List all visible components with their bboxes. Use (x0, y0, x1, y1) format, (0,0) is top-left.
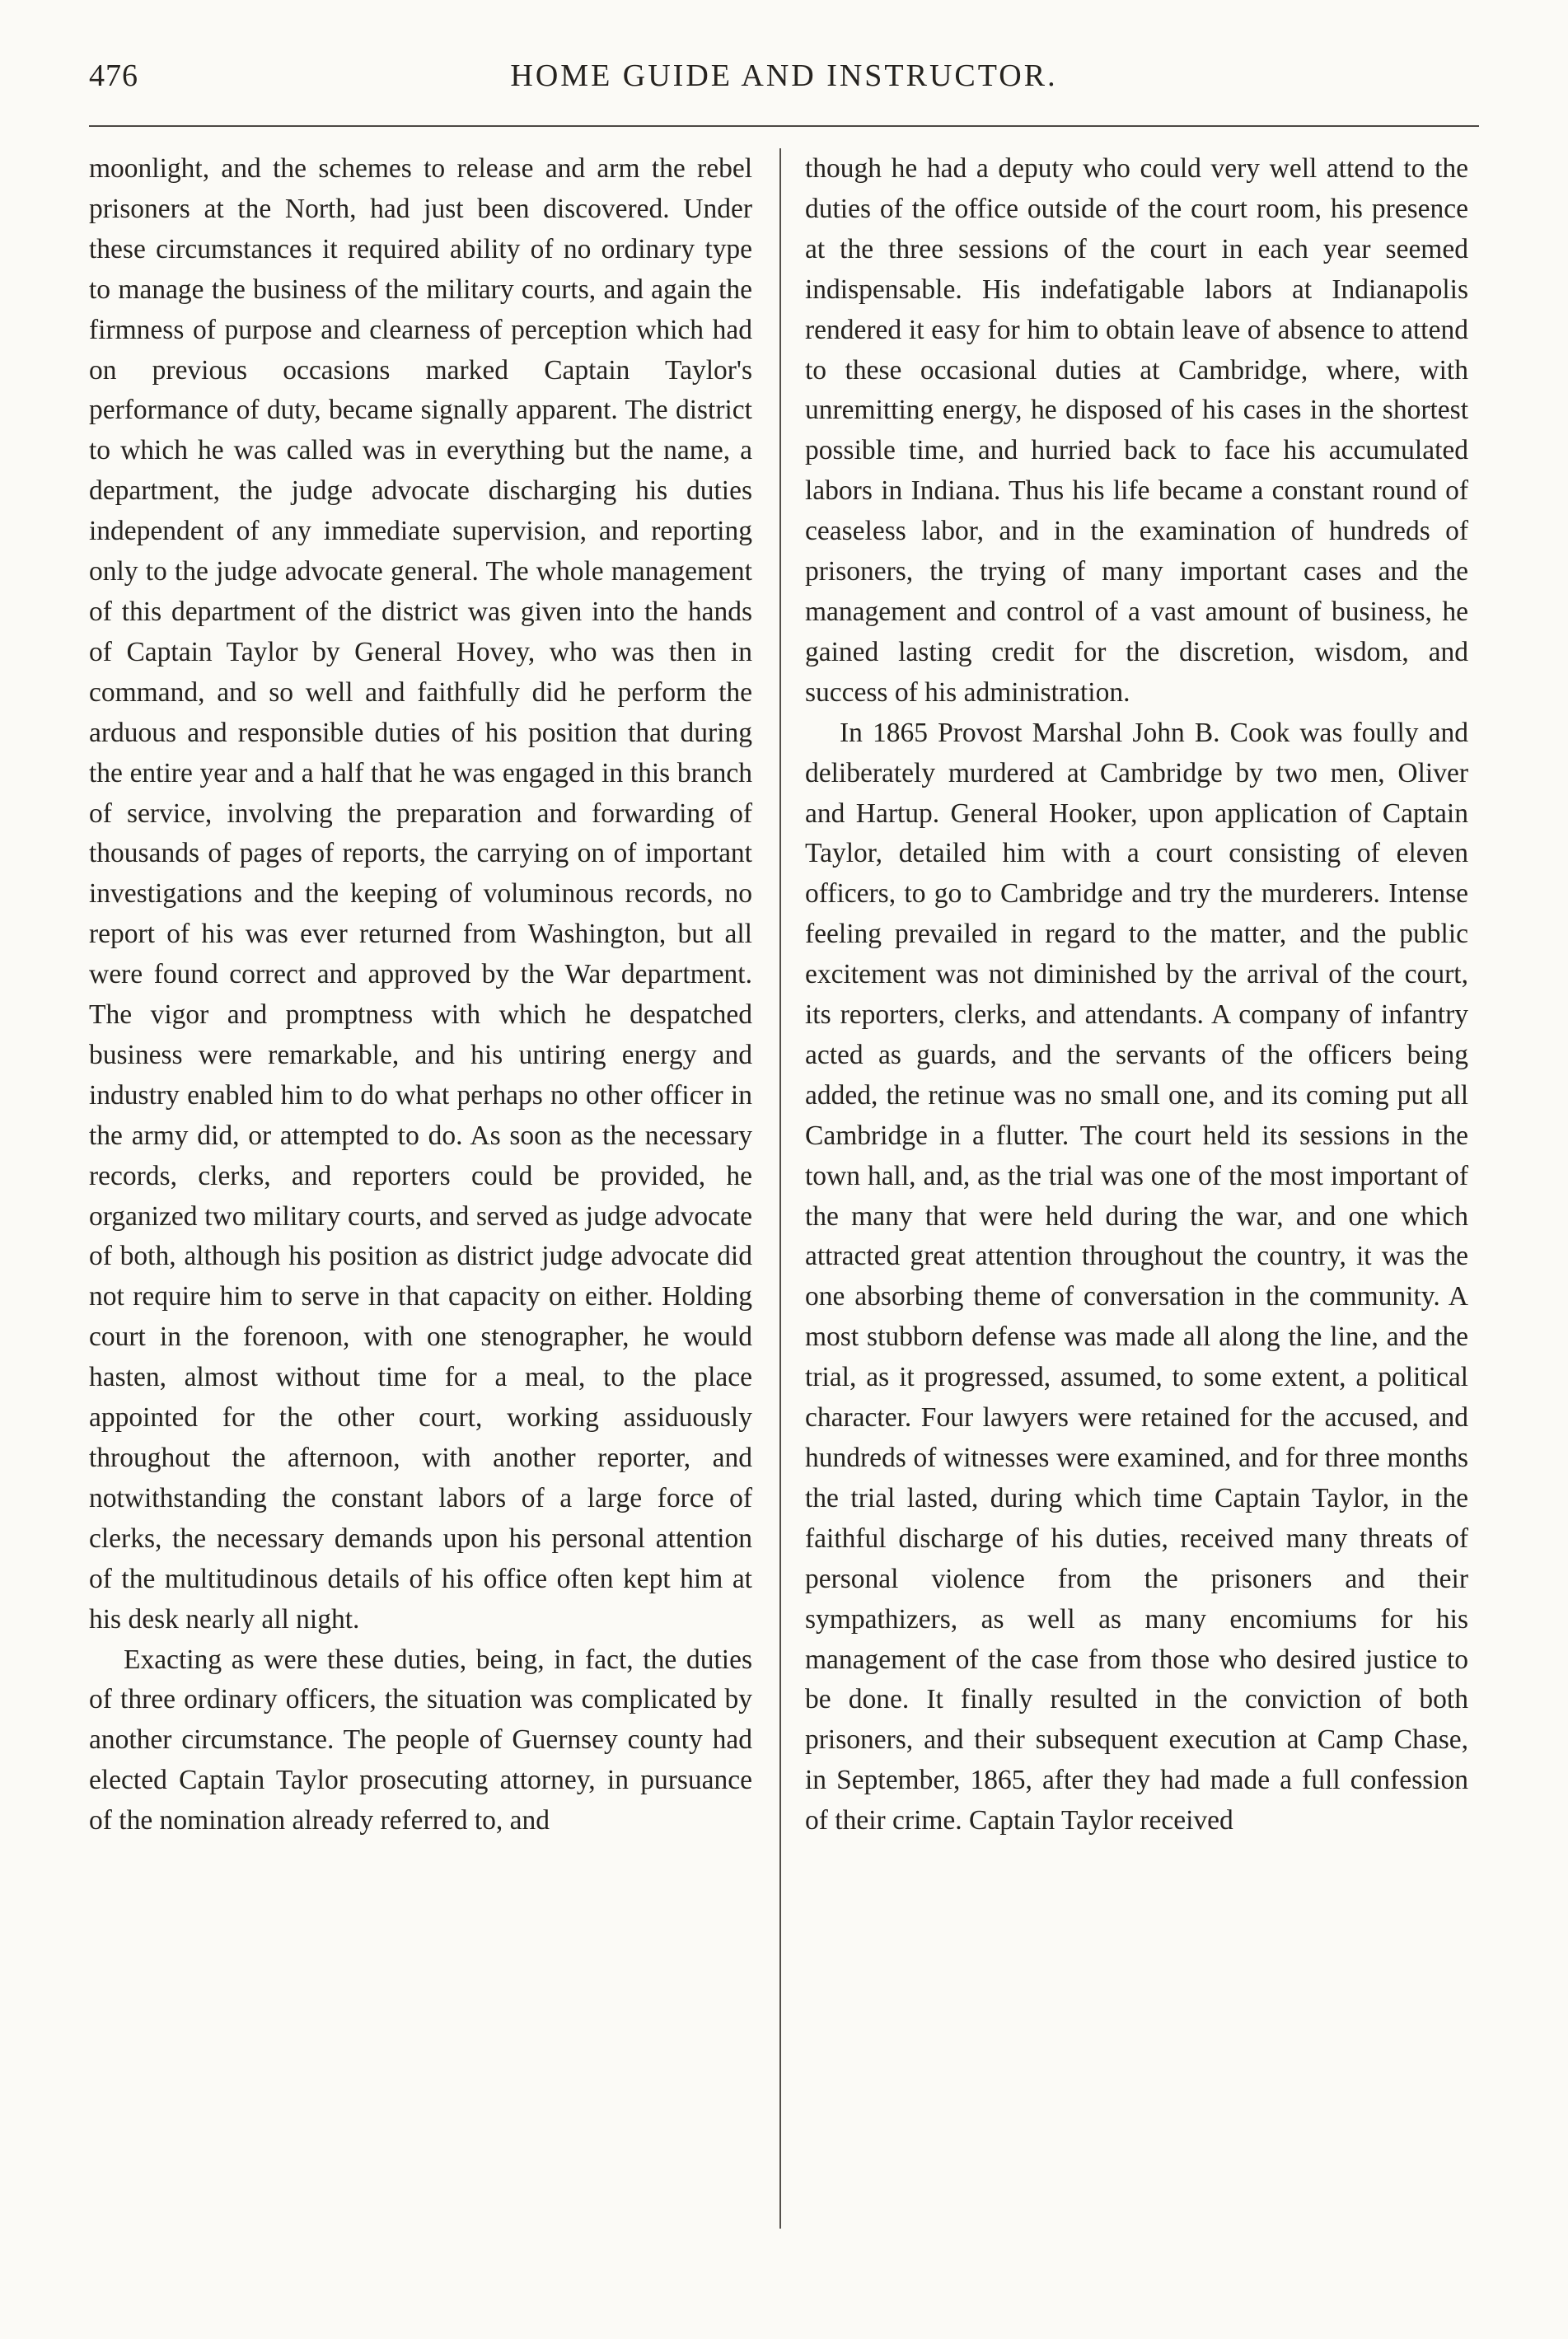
right-paragraph-1: though he had a deputy who could very well attend to the duties of the office outside of the court room, his presence at the three sessions of the court in each year seemed indispensable. His indefatigable labors at Indianapolis rendered it easy for him to obtain leave of absence to attend to these occasional duties at Cambridge, where, with unremitting energy, he disposed of his cases in the shortest possible time, and hurried back to face his accumulated labors in Indiana. Thus his life became a constant round of ceaseless labor, and in the examination of hundreds of prisoners, the trying of many important cases and the management and control of a vast amount of business, he gained lasting credit for the discretion, wisdom, and success of his administration. (805, 153, 1468, 708)
header-rule (89, 125, 1479, 127)
running-title: HOME GUIDE AND INSTRUCTOR. (510, 58, 1058, 93)
column-divider (779, 148, 781, 2229)
page-number: 476 (89, 58, 138, 93)
left-column (89, 149, 752, 1841)
right-column (805, 149, 1468, 1841)
right-paragraph-2: In 1865 Provost Marshal John B. Cook was foully and deliberately murdered at Cambridge by two men, Oliver and Hartup. General Hooker, upon application of Captain Taylor, detailed him with a court consisting of eleven officers, to go to Cambridge and try the murderers. Intense feeling prevailed in regard to the matter, and the public excitement was not diminished by the arrival of the court, its reporters, clerks, and attendants. A company of infantry acted as guards, and the servants of the officers being added, the retinue was no small one, and its coming put all Cambridge in a flutter. The court held its sessions in the town hall, and, as the trial was one of the most important of the many that were held during the war, and one which attracted great attention throughout the country, it was the one absorbing theme of conversation in the community. A most stubborn defense was made all along the line, and the trial, as it progressed, assumed, to some extent, a political character. Four lawyers were retained for the accused, and hundreds of witnesses were examined, and for three months the trial lasted, during which time Captain Taylor, in the faithful discharge of his duties, received many threats of personal violence from the prisoners and their sympathizers, as well as many encomiums for his management of the case from those who desired justice to be done. It finally resulted in the conviction of both prisoners, and their subsequent execution at Camp Chase, in September, 1865, after they had made a full confession of their crime. Captain Taylor received (805, 717, 1468, 1836)
left-paragraph-2: Exacting as were these duties, being, in fact, the duties of three ordinary officers, the situation was complicated by another circumstance. The people of Guernsey county had elected Captain Taylor prosecuting attorney, in pursuance of the nomination already referred to, and (89, 1644, 752, 1836)
left-paragraph-1: moonlight, and the schemes to release and arm the rebel prisoners at the North, had just been discovered. Under these circumstances it required ability of no ordinary type to manage the business of the military courts, and again the firmness of purpose and clearness of perception which had on previous occasions marked Captain Taylor's performance of duty, became signally apparent. The district to which he was called was in everything but the name, a department, the judge advocate discharging his duties independent of any immediate supervision, and reporting only to the judge advocate general. The whole management of this department of the district was given into the hands of Captain Taylor by General Hovey, who was then in command, and so well and faithfully did he perform the arduous and responsible duties of his position that during the entire year and a half that he was engaged in this branch of service, involving the preparation and forwarding of thousands of pages of reports, the carrying on of important investigations and the keeping of voluminous records, no report of his was ever returned from Washington, but all were found correct and approved by the War department. The vigor and promptness with which he despatched business were remarkable, and his untiring energy and industry enabled him to do what perhaps no other officer in the army did, or attempted to do. As soon as the necessary records, clerks, and reporters could be provided, he organized two military courts, and served as judge advocate of both, although his position as district judge advocate did not require him to serve in that capacity on either. Holding court in the forenoon, with one stenographer, he would hasten, almost without time for a meal, to the place appointed for the other court, working assiduously throughout the afternoon, with another reporter, and notwithstanding the constant labors of a large force of clerks, the necessary demands upon his personal attention of the multitudinous details of his office often kept him at his desk nearly all night. (89, 153, 752, 1635)
page-header (89, 58, 1479, 110)
